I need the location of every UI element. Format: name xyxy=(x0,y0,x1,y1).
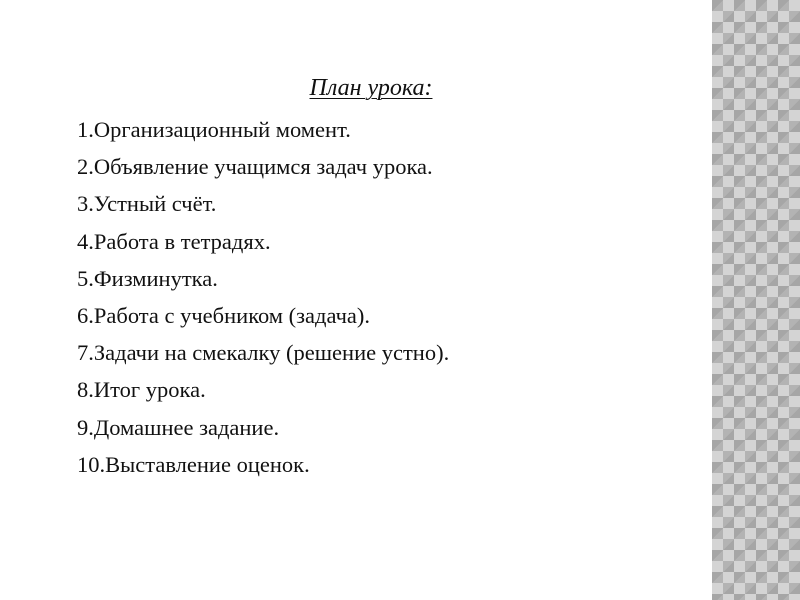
plan-item-6: 6.Работа с учебником (задача). xyxy=(77,303,370,329)
plan-item-5: 5.Физминутка. xyxy=(77,265,218,291)
plan-item-4: 4.Работа в тетрадях. xyxy=(77,228,271,254)
plan-item-10: 10.Выставление оценок. xyxy=(77,451,310,477)
plan-item-1: 1.Организационный момент. xyxy=(77,117,351,142)
plan-list xyxy=(77,111,449,483)
decorative-side-pattern xyxy=(712,0,800,600)
plan-item-7: 7.Задачи на смекалку (решение устно). xyxy=(77,340,450,366)
plan-item-2: 2.Объявление учащимся задач урока. xyxy=(77,154,433,180)
plan-title: План урока: xyxy=(309,75,433,101)
plan-item-8: 8.Итог урока. xyxy=(77,377,206,403)
plan-item-9: 9.Домашнее задание. xyxy=(77,414,280,440)
plan-item-3: 3.Устный счёт. xyxy=(77,191,217,217)
